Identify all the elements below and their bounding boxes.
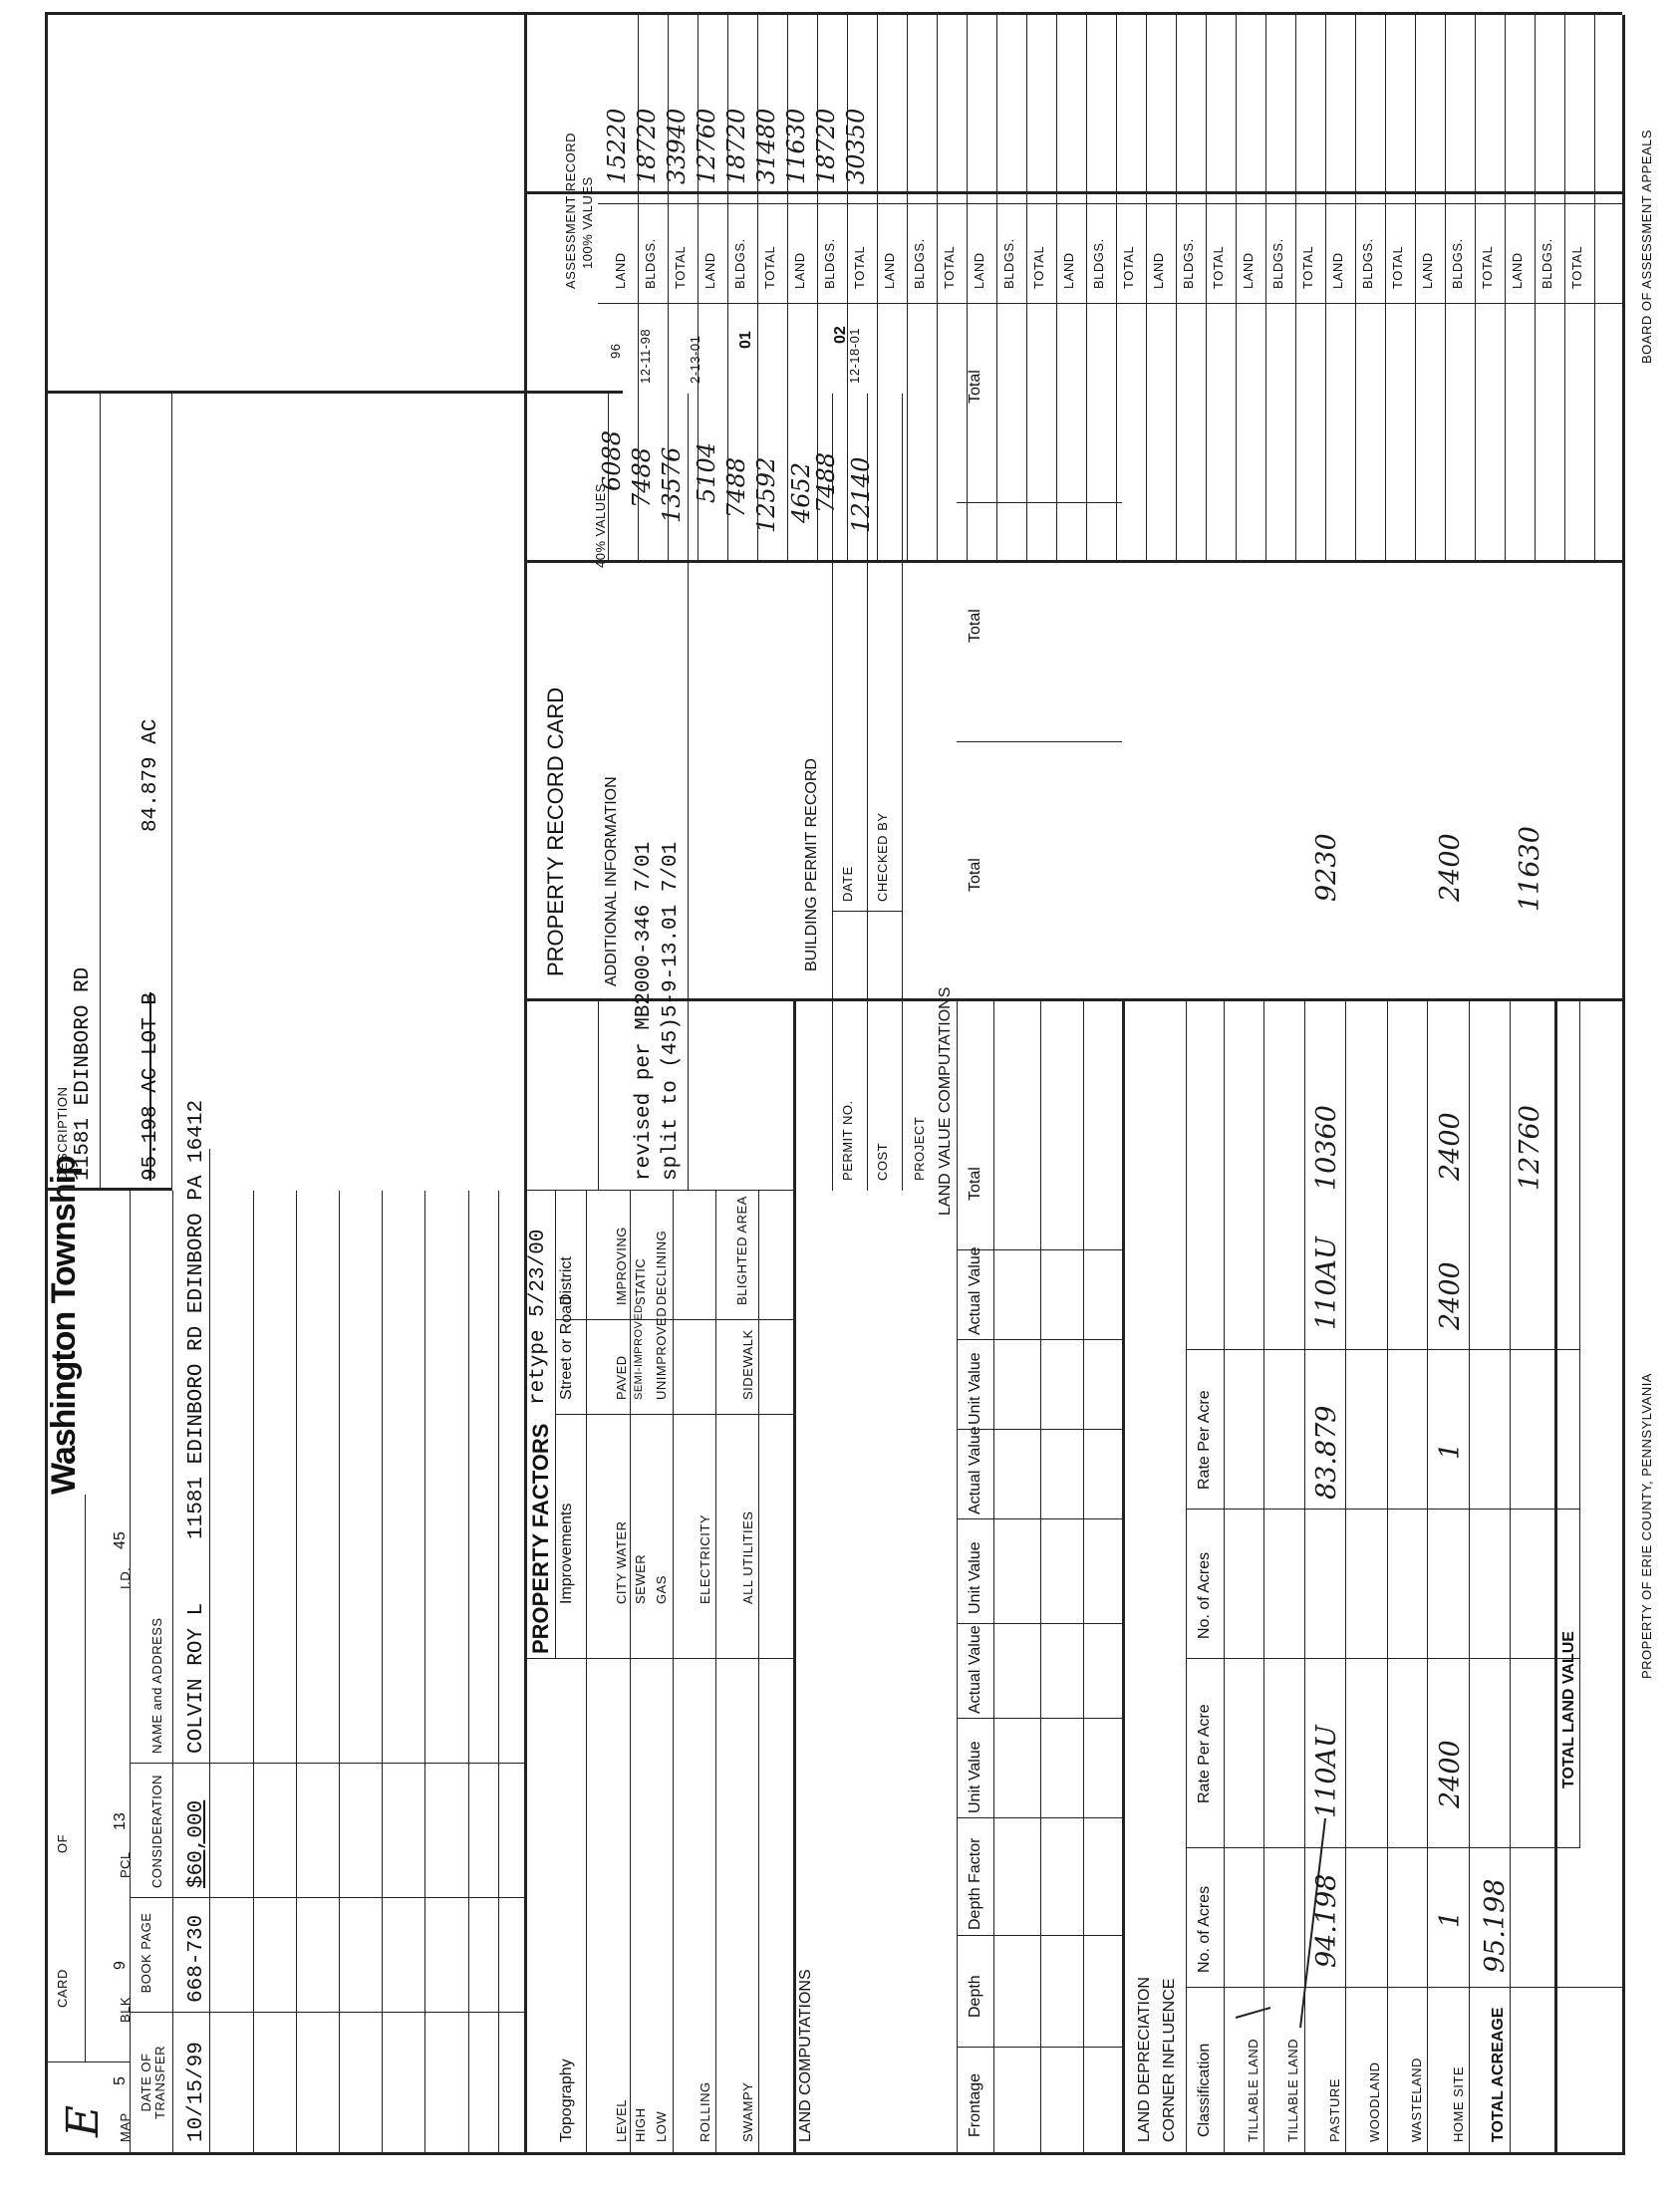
transfer-name: COLVIN ROY L (185, 1602, 208, 1754)
of-label: OF (55, 1833, 70, 1853)
transfer-book: 668-730 (185, 1914, 208, 2003)
description-line1: 11581 EDINBORO RD (72, 966, 95, 1181)
transfer-address: 11581 EDINBORO RD EDINBORO PA 16412 (185, 1099, 208, 1539)
pasture-rate-2: 110AU (1311, 1236, 1342, 1330)
lv-col-total-4: Total (967, 370, 983, 404)
divider (45, 391, 623, 394)
corner-letter: E (58, 2104, 109, 2137)
val40-3: 13576 (658, 446, 686, 523)
footer-left: PROPERTY OF ERIE COUNTY, PENNSYLVANIA (1639, 1373, 1654, 1679)
asmt-land-1: LAND (613, 252, 628, 289)
divider (253, 1191, 254, 2155)
col-consideration: CONSIDERATION (149, 1775, 164, 1888)
asmt-bldgs-2: BLDGS. (732, 238, 747, 289)
divider (1355, 15, 1356, 563)
divider (668, 15, 669, 563)
map-label: MAP (118, 2112, 133, 2142)
divider (1385, 15, 1386, 563)
divider (524, 998, 1622, 1001)
asmt-land-2: LAND (702, 252, 717, 289)
id-label: I.D. (118, 1566, 133, 1589)
divider (524, 1190, 793, 1191)
lv-col-total-3: Total (967, 609, 983, 643)
divider (1505, 15, 1506, 563)
asmt-val-8: 18720 (812, 108, 840, 184)
asmt-total-4: TOTAL (942, 245, 957, 289)
topo-high: HIGH (633, 2107, 648, 2142)
asmt-val-5: 18720 (722, 108, 750, 184)
divider (586, 1191, 587, 2155)
divider (1469, 999, 1470, 2155)
land-depreciation-label: LAND DEPRECIATION (1136, 1977, 1153, 2142)
corner-influence-label: CORNER INFLUENCE (1161, 1978, 1178, 2142)
val40-2: 7488 (628, 446, 656, 508)
lv-col-total-1: Total (967, 1167, 983, 1201)
lv-col-unit-value: Unit Value (967, 1741, 983, 1813)
asmt-total-8: TOTAL (1300, 245, 1315, 289)
divider (1415, 15, 1416, 563)
divider (1186, 1658, 1579, 1659)
class-home-site: HOME SITE (1451, 2065, 1466, 2142)
divider (993, 999, 994, 2155)
asmt-total-9: TOTAL (1390, 245, 1405, 289)
divider (524, 560, 1622, 563)
asmt-land-3: LAND (792, 252, 807, 289)
transfer-date: 10/15/99 (185, 2042, 208, 2142)
pasture-total-2: 9230 (1311, 833, 1342, 902)
asmt-total-2: TOTAL (762, 245, 777, 289)
frame-top (45, 15, 48, 2155)
divider (957, 2047, 1122, 2048)
pcl-value: 13 (112, 1812, 129, 1830)
divider (957, 1339, 1122, 1340)
divider (1579, 1001, 1580, 1848)
property-factors-retype: retype 5/23/00 (527, 1229, 550, 1405)
val40-1: 6088 (598, 429, 626, 491)
divider (758, 1191, 759, 2155)
transfer-consideration: $60,000 (185, 1799, 208, 1888)
asmt-val-1: 15220 (603, 108, 631, 184)
note-1: 96 (608, 343, 623, 359)
divider (498, 1191, 499, 2155)
record-card-title: PROPERTY RECORD CARD (543, 687, 568, 976)
lv-col-frontage: Frontage (967, 2072, 983, 2137)
description-label: DESCRIPTION (55, 1086, 70, 1181)
class-pasture: PASTURE (1327, 2078, 1342, 2142)
divider (630, 1191, 631, 2155)
dep-col-acres-2: No. of Acres (1196, 1551, 1213, 1639)
divider (1186, 1349, 1579, 1350)
street-sidewalk: SIDEWALK (740, 1329, 755, 1400)
asmt-bldgs-5: BLDGS. (1001, 238, 1016, 289)
blk-value: 9 (112, 1961, 129, 1970)
divider (1510, 999, 1511, 2155)
district-static: STATIC (633, 1257, 648, 1305)
asmt-bldgs-7: BLDGS. (1181, 238, 1196, 289)
total-land-value-2: 11630 (1515, 826, 1545, 912)
divider (1236, 15, 1237, 563)
map-value: 5 (112, 2076, 129, 2085)
divider (468, 1191, 469, 2155)
footer-right: BOARD OF ASSESSMENT APPEALS (1639, 129, 1654, 364)
divider (996, 15, 997, 563)
asmt-val-7: 11630 (782, 108, 810, 184)
asmt-land-6: LAND (1061, 252, 1076, 289)
description-acres: 84.879 AC (140, 718, 162, 832)
values-40-label: 40% VALUES (593, 483, 608, 568)
home-site-rate-2: 2400 (1435, 1261, 1466, 1330)
val40-7: 4652 (787, 461, 815, 523)
asmt-val-9: 30350 (842, 108, 870, 184)
divider (1083, 999, 1084, 2155)
asmt-bldgs-1: BLDGS. (643, 238, 658, 289)
divider (1040, 999, 1041, 2155)
dep-col-acres-1: No. of Acres (1196, 1885, 1213, 1973)
col-book-page: BOOK PAGE (139, 1912, 153, 1994)
asmt-bldgs-11: BLDGS. (1540, 238, 1554, 289)
asmt-val-3: 33940 (663, 108, 691, 184)
id-value: 45 (112, 1531, 129, 1549)
divider (698, 15, 699, 563)
topo-low: LOW (654, 2110, 669, 2142)
total-land-value-1: 12760 (1515, 1105, 1545, 1191)
note-4: 01 (737, 331, 754, 349)
district-blighted: BLIGHTED AREA (734, 1196, 749, 1305)
topo-level: LEVEL (614, 2099, 629, 2142)
dep-col-rate-2: Rate Per Acre (1196, 1390, 1213, 1490)
asmt-bldgs-8: BLDGS. (1270, 238, 1285, 289)
asmt-land-8: LAND (1241, 252, 1256, 289)
divider (957, 1623, 1122, 1624)
divider (727, 15, 728, 563)
divider (1206, 15, 1207, 563)
divider (1554, 999, 1557, 2155)
divider (100, 394, 101, 1191)
divider (130, 1763, 524, 1764)
pcl-label: PCL (118, 1851, 133, 1878)
township-title: Washington Township (45, 1156, 83, 1495)
note-3: 2-13-01 (688, 335, 702, 384)
divider (382, 1191, 383, 2155)
asmt-land-10: LAND (1420, 252, 1435, 289)
asmt-land-7: LAND (1151, 252, 1166, 289)
dep-col-rate-1: Rate Per Acre (1196, 1704, 1213, 1803)
divider (877, 15, 878, 563)
divider (757, 15, 758, 563)
divider (424, 1191, 425, 2155)
asmt-val-2: 18720 (633, 108, 661, 184)
card-label: CARD (55, 1969, 70, 2008)
pasture-acres-1: 94.198 (1311, 1873, 1342, 1968)
col-improvements: Improvements (558, 1503, 575, 1604)
note-2: 12-11-98 (638, 328, 653, 384)
divider (1056, 15, 1057, 563)
class-tillable-1: TILLABLE LAND (1246, 2038, 1260, 2142)
divider (1445, 15, 1446, 563)
asmt-total-6: TOTAL (1121, 245, 1136, 289)
asmt-land-5: LAND (972, 252, 986, 289)
divider (555, 1191, 556, 1659)
divider (673, 1191, 674, 2155)
val40-4: 5104 (693, 441, 720, 503)
divider (638, 15, 639, 563)
lv-col-actual-value: Actual Value (967, 1625, 983, 1714)
divider (598, 203, 1622, 204)
home-site-total-2: 2400 (1435, 833, 1466, 902)
divider (793, 999, 796, 2155)
pasture-acres-2: 83.879 (1311, 1405, 1342, 1500)
additional-line1: revised per MB2000-346 7/01 (633, 841, 656, 1181)
divider (598, 303, 1622, 304)
district-improving: IMPROVING (614, 1227, 629, 1305)
home-site-total-1: 2400 (1435, 1112, 1466, 1181)
col-district: District (558, 1256, 575, 1305)
divider (130, 2012, 524, 2013)
frame-left (45, 2152, 1622, 2155)
divider (1594, 15, 1595, 563)
col-topography: Topography (558, 2059, 575, 2142)
divider (45, 1188, 172, 1191)
divider (1325, 15, 1326, 563)
divider (817, 15, 818, 563)
lv-col-actual-value-3: Actual Value (967, 1246, 983, 1335)
asmt-land-11: LAND (1510, 252, 1525, 289)
lv-col-total-2: Total (967, 858, 983, 892)
description-struck: 95.198 AC LOT B (140, 991, 162, 1181)
col-street: Street or Road (558, 1295, 575, 1400)
divider (524, 191, 1622, 194)
pasture-rate-1: 110AU (1311, 1725, 1342, 1818)
val40-9: 12140 (847, 456, 875, 533)
topo-swampy: SWAMPY (740, 2081, 755, 2142)
divider (172, 1191, 173, 2155)
divider (957, 999, 958, 2155)
col-date-transfer: DATE OF TRANSFER (139, 2045, 167, 2120)
permit-no-label: PERMIT NO. (840, 1100, 855, 1181)
val40-6: 12592 (752, 456, 780, 533)
divider (1176, 15, 1177, 563)
divider (339, 1191, 340, 2155)
divider (1026, 15, 1027, 563)
street-semi: SEMI-IMPROVED (633, 1304, 645, 1400)
total-acreage-label: TOTAL ACREAGE (1490, 2007, 1507, 2142)
imp-city-water: CITY WATER (614, 1520, 629, 1604)
divider (847, 15, 848, 563)
land-value-computations-title: LAND VALUE COMPUTATIONS (937, 986, 954, 1216)
class-woodland: WOODLAND (1367, 2061, 1382, 2142)
asmt-bldgs-10: BLDGS. (1450, 238, 1465, 289)
total-land-value-label: TOTAL LAND VALUE (1560, 1631, 1577, 1788)
lv-col-unit-value-3: Unit Value (967, 1352, 983, 1425)
lv-col-depth: Depth (967, 1975, 983, 2018)
divider (957, 1518, 1122, 1519)
asmt-total-3: TOTAL (852, 245, 867, 289)
divider (967, 15, 968, 563)
asmt-bldgs-3: BLDGS. (822, 238, 837, 289)
divider (957, 1718, 1122, 1719)
property-factors-title: PROPERTY FACTORS (528, 1423, 553, 1654)
asmt-bldgs-4: BLDGS. (912, 238, 927, 289)
total-acreage-value: 95.198 (1480, 1878, 1511, 1973)
additional-info-title: ADDITIONAL INFORMATION (603, 776, 620, 986)
divider (1387, 999, 1388, 2155)
additional-line2: split to (45)5-9-13.01 7/01 (660, 841, 683, 1181)
divider (1564, 15, 1565, 563)
imp-all-utilities: ALL UTILITIES (740, 1510, 755, 1604)
divider (1186, 999, 1187, 2155)
land-computations-title: LAND COMPUTATIONS (797, 1969, 814, 2142)
val40-8: 7488 (812, 451, 840, 513)
asmt-bldgs-6: BLDGS. (1091, 238, 1106, 289)
blk-label: BLK (118, 1996, 133, 2023)
permit-cost-label: COST (875, 1142, 890, 1181)
pasture-total-1: 10360 (1311, 1105, 1342, 1191)
divider (937, 15, 938, 563)
imp-sewer: SEWER (633, 1553, 648, 1604)
asmt-total-1: TOTAL (673, 245, 688, 289)
col-name-address: NAME and ADDRESS (149, 1617, 164, 1754)
class-tillable-2: TILLABLE LAND (1285, 2038, 1300, 2142)
divider (85, 1495, 86, 2062)
permit-date-label: DATE (840, 866, 855, 902)
asmt-bldgs-9: BLDGS. (1360, 238, 1375, 289)
divider (832, 394, 833, 1191)
divider (598, 1001, 599, 1191)
topo-rolling: ROLLING (698, 2081, 712, 2142)
permit-checked-label: CHECKED BY (875, 812, 890, 902)
divider (130, 1897, 524, 1898)
divider (957, 741, 1122, 742)
divider (524, 15, 527, 2155)
asmt-val-6: 31480 (752, 108, 780, 184)
divider (171, 394, 172, 1191)
divider (787, 15, 788, 563)
asmt-total-10: TOTAL (1480, 245, 1495, 289)
lv-col-unit-value-2: Unit Value (967, 1541, 983, 1614)
class-wasteland: WASTELAND (1409, 2058, 1424, 2142)
divider (902, 394, 903, 1191)
divider (1427, 999, 1428, 2155)
assessment-title: ASSESSMENT RECORD (563, 132, 578, 289)
divider (1186, 1509, 1579, 1510)
imp-electricity: ELECTRICITY (698, 1513, 712, 1604)
permit-project-label: PROJECT (912, 1116, 927, 1181)
divider (1116, 15, 1117, 563)
divider (907, 15, 908, 563)
assessment-subtitle: 100% VALUES (580, 176, 595, 269)
dep-col-classification: Classification (1196, 2043, 1213, 2137)
asmt-total-5: TOTAL (1031, 245, 1046, 289)
asmt-land-4: LAND (882, 252, 897, 289)
home-site-rate-1: 2400 (1435, 1740, 1466, 1808)
frame-bottom (1622, 15, 1625, 2155)
divider (1535, 15, 1536, 563)
divider (524, 1658, 793, 1659)
divider (688, 394, 689, 1191)
divider (957, 1817, 1122, 1818)
lv-col-actual-value-2: Actual Value (967, 1426, 983, 1514)
asmt-land-9: LAND (1330, 252, 1345, 289)
divider (957, 1935, 1122, 1936)
note-5: 02 (832, 326, 849, 344)
divider (715, 1191, 716, 2155)
home-site-acres-1: 1 (1435, 1910, 1466, 1928)
divider (1224, 999, 1225, 2155)
divider (296, 1191, 297, 2155)
asmt-total-11: TOTAL (1569, 245, 1584, 289)
divider (45, 2061, 130, 2062)
divider (1086, 15, 1087, 563)
divider (1122, 999, 1125, 2155)
divider (957, 502, 1122, 503)
divider (1475, 15, 1476, 563)
val40-5: 7488 (722, 456, 750, 518)
permit-title: BUILDING PERMIT RECORD (803, 758, 820, 971)
street-unimproved: UNIMPROVED (654, 1306, 669, 1400)
district-declining: DECLINING (654, 1230, 669, 1305)
divider (832, 911, 902, 912)
asmt-val-4: 12760 (693, 108, 720, 184)
divider (1146, 15, 1147, 563)
divider (1295, 15, 1296, 563)
home-site-acres-2: 1 (1435, 1442, 1466, 1460)
lv-col-depth-factor: Depth Factor (967, 1837, 983, 1930)
note-6: 12-18-01 (847, 327, 862, 384)
imp-gas: GAS (654, 1575, 669, 1604)
divider (209, 1149, 210, 2155)
street-paved: PAVED (614, 1355, 629, 1400)
divider (1265, 15, 1266, 563)
asmt-total-7: TOTAL (1211, 245, 1226, 289)
slash-mark (1231, 1808, 1380, 2038)
